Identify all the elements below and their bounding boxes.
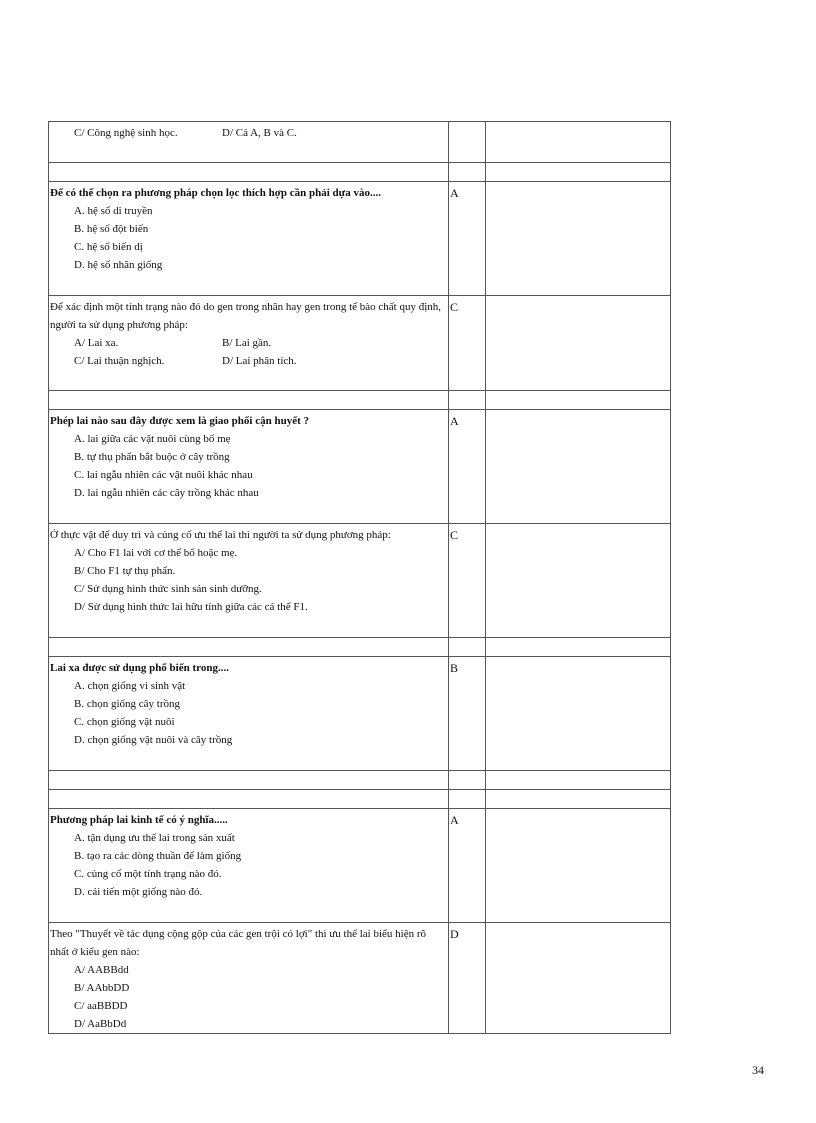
question-row [49,410,671,524]
option-text: D. chọn giống vật nuôi và cây trồng [74,734,233,746]
question-cell [49,163,449,182]
question-row [49,296,671,391]
question-cell [49,771,449,790]
spacer-row [49,771,671,790]
notes-cell [486,524,671,638]
answer-cell [449,923,486,1034]
option-right: D/ Cả A, B và C. [222,127,297,139]
option-left: C/ Công nghệ sinh học. [74,127,178,139]
option-text: D. hệ số nhân giống [74,259,163,271]
question-row [49,122,671,163]
option-text: C. củng cố một tính trạng nào đó. [74,868,222,880]
answer-cell [449,524,486,638]
answer-cell [449,391,486,410]
question-text: Ở thực vật để duy trì và củng cố ưu thế lai thì người ta sử dụng phương pháp: [50,529,391,541]
answer-letter: C [450,528,459,542]
question-text: Phép lai nào sau đây được xem là giao phối cận huyết ? [50,415,310,427]
question-cell [49,296,449,391]
option-right: B/ Lai gần. [222,337,272,349]
question-text: Phương pháp lai kinh tế có ý nghĩa..... [50,814,228,826]
notes-cell [486,638,671,657]
notes-cell [486,296,671,391]
option-text: B. hệ số đột biến [74,223,149,235]
answer-cell [449,809,486,923]
option-left: C/ Lai thuận nghịch. [74,355,165,367]
notes-cell [486,923,671,1034]
notes-cell [486,790,671,809]
answer-cell [449,410,486,524]
option-text: D/ AaBbDd [74,1018,127,1030]
question-text: Để có thể chọn ra phương pháp chọn lọc thích hợp cần phải dựa vào.... [50,187,381,199]
answer-cell [449,182,486,296]
question-cell [49,391,449,410]
answer-letter: D [450,927,459,941]
spacer-row [49,391,671,410]
answer-cell [449,122,486,163]
option-text: D. lai ngẫu nhiên các cây trồng khác nhau [74,487,259,499]
notes-cell [486,771,671,790]
option-text: D. cải tiến một giống nào đó. [74,886,203,898]
option-right: D/ Lai phân tích. [222,355,297,367]
answer-cell [449,657,486,771]
answer-letter: C [450,300,459,314]
question-text: Theo "Thuyết về tác dụng cộng gộp của các gen trội có lợi" thì ưu thế lai biểu hiện rõ nhất ở kiểu gen nào: [50,928,427,958]
quiz-body [49,122,671,1034]
spacer-row [49,163,671,182]
answer-letter: A [450,414,459,428]
question-cell [49,182,449,296]
question-cell [49,638,449,657]
notes-cell [486,657,671,771]
notes-cell [486,809,671,923]
option-left: A/ Lai xa. [74,337,119,349]
option-text: D/ Sử dụng hình thức lai hữu tính giữa các cá thể F1. [74,601,308,613]
option-text: C. chọn giống vật nuôi [74,716,175,728]
option-text: C. hệ số biến dị [74,241,143,253]
option-text: A/ AABBdd [74,964,129,976]
question-row [49,657,671,771]
page-number: 34 [752,1063,764,1077]
answer-cell [449,296,486,391]
notes-cell [486,163,671,182]
option-text: A. tận dụng ưu thế lai trong sản xuất [74,832,235,844]
notes-cell [486,391,671,410]
question-text: Để xác định một tính trạng nào đó do gen trong nhân hay gen trong tế bào chất quy định, người ta sử dụng phương pháp: [50,301,442,331]
question-cell [49,790,449,809]
question-text: Lai xa được sử dụng phổ biến trong.... [50,662,229,674]
question-row [49,809,671,923]
option-pair [50,352,447,370]
quiz-table [48,121,671,1034]
option-text: C/ Sử dụng hình thức sinh sản sinh dưỡng. [74,583,262,595]
option-text: A. lai giữa các vật nuôi cùng bố mẹ [74,433,231,445]
option-text: B. chọn giống cây trồng [74,698,181,710]
option-pair [50,124,447,142]
question-cell [49,809,449,923]
option-text: B/ AAbbDD [74,982,130,994]
question-cell [49,410,449,524]
notes-cell [486,410,671,524]
answer-cell [449,638,486,657]
question-row [49,182,671,296]
spacer-row [49,638,671,657]
option-text: B. tự thụ phấn bắt buộc ở cây trồng [74,451,230,463]
answer-cell [449,771,486,790]
answer-cell [449,790,486,809]
option-pair [50,334,447,352]
answer-letter: A [450,186,459,200]
answer-letter: B [450,661,459,675]
notes-cell [486,182,671,296]
option-text: B/ Cho F1 tự thụ phấn. [74,565,176,577]
option-text: B. tạo ra các dòng thuần để làm giống [74,850,242,862]
question-cell [49,524,449,638]
question-cell [49,657,449,771]
question-row [49,524,671,638]
option-text: C. lai ngẫu nhiên các vật nuôi khác nhau [74,469,253,481]
option-text: A. hệ số di truyền [74,205,153,217]
answer-cell [449,163,486,182]
question-cell [49,923,449,1034]
question-row [49,923,671,1034]
option-text: A. chọn giống vi sinh vật [74,680,186,692]
answer-letter: A [450,813,459,827]
option-text: A/ Cho F1 lai với cơ thể bố hoặc mẹ. [74,547,238,559]
question-cell [49,122,449,163]
spacer-row [49,790,671,809]
option-text: C/ aaBBDD [74,1000,128,1012]
notes-cell [486,122,671,163]
